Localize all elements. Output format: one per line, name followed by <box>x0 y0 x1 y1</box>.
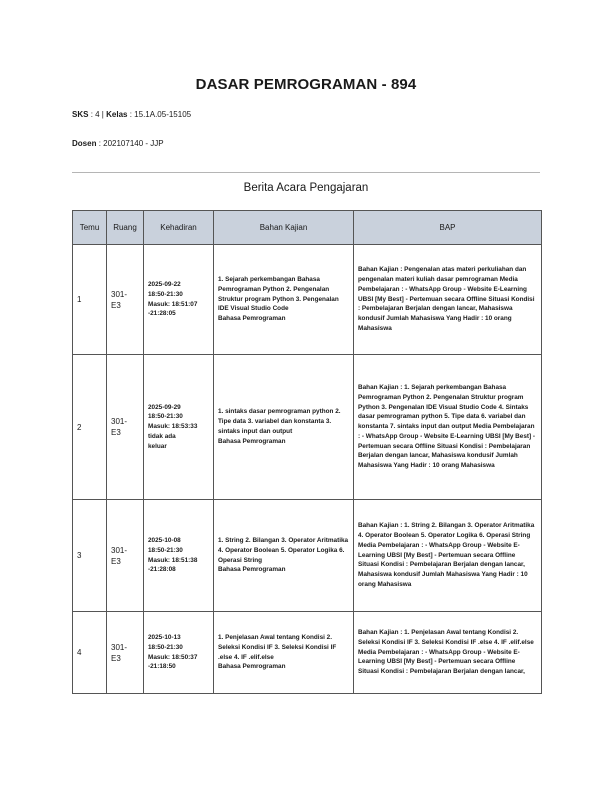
divider <box>72 172 540 173</box>
header-bahan-kajian: Bahan Kajian <box>214 211 354 245</box>
cell-bahan-kajian: 1. String 2. Bilangan 3. Operator Aritmatika 4. Operator Boolean 5. Operator Logika 6. Operasi String Bahasa Pemrograman <box>214 500 354 612</box>
sks-value: : 4 | <box>90 110 104 119</box>
bap-table <box>72 210 542 694</box>
dosen-value: : 202107140 - JJP <box>98 139 164 148</box>
table-row <box>73 500 542 612</box>
cell-temu: 4 <box>73 612 107 694</box>
cell-kehadiran: 2025-10-13 18:50-21:30 Masuk: 18:50:37 -21:18:50 <box>144 612 214 694</box>
cell-bahan-kajian: 1. Penjelasan Awal tentang Kondisi 2. Seleksi Kondisi IF 3. Seleksi Kondisi IF .else 4. IF .elif.else Bahasa Pemrograman <box>214 612 354 694</box>
kelas-value: : 15.1A.05-15105 <box>129 110 192 119</box>
cell-ruang: 301- E3 <box>107 500 144 612</box>
cell-bahan-kajian: 1. sintaks dasar pemrograman python 2. Tipe data 3. variabel dan konstanta 3. sintaks input dan output Bahasa Pemrograman <box>214 355 354 500</box>
sks-kelas-line <box>72 110 191 119</box>
header-kehadiran: Kehadiran <box>144 211 214 245</box>
cell-ruang: 301- E3 <box>107 612 144 694</box>
cell-ruang: 301- E3 <box>107 355 144 500</box>
cell-kehadiran: 2025-09-22 18:50-21:30 Masuk: 18:51:07 -21:28:05 <box>144 245 214 355</box>
cell-temu: 3 <box>73 500 107 612</box>
table-row <box>73 612 542 694</box>
dosen-line <box>72 139 164 148</box>
table-row <box>73 355 542 500</box>
header-ruang: Ruang <box>107 211 144 245</box>
kelas-label: Kelas <box>106 110 128 119</box>
section-title: Berita Acara Pengajaran <box>243 182 369 194</box>
header-bap: BAP <box>354 211 542 245</box>
cell-temu: 1 <box>73 245 107 355</box>
dosen-label: Dosen <box>72 139 97 148</box>
page-title: DASAR PEMROGRAMAN - 894 <box>195 76 417 93</box>
cell-bap: Bahan Kajian : Pengenalan atas materi perkuliahan dan pengenalan materi kuliah dasar pemrograman Media Pembelajaran : - WhatsApp Group - Website E-Learning UBSI [My Best] - Pertemuan secara Offline Situasi Kondisi : Pembelajaran Berjalan dengan lancar, Mahasiswa kondusif Jumlah Mahasiswa Yang Hadir : 10 orang Mahasiswa <box>354 245 542 355</box>
sks-label: SKS <box>72 110 89 119</box>
cell-bap: Bahan Kajian : 1. Sejarah perkembangan Bahasa Pemrograman Python 2. Pengenalan Struktur program Python 3. Pengenalan IDE Visual Studio Code 4. Sintaks dasar pemrograman python 5. Tipe data 6. variabel dan konstanta 7. sintaks input dan output Media Pembelajaran : - WhatsApp Group - Website E-Learning UBSI [My Best] - Pertemuan secara Offline Situasi Kondisi : Pembelajaran Berjalan dengan lancar, Mahasiswa kondusif Jumlah Mahasiswa Yang Hadir : 10 orang Mahasiswa <box>354 355 542 500</box>
cell-bap: Bahan Kajian : 1. String 2. Bilangan 3. Operator Aritmatika 4. Operator Boolean 5. Operator Logika 6. Operasi String Media Pembelajaran : - WhatsApp Group - Website E-Learning UBSI [My Best] - Pertemuan secara Offline Situasi Kondisi : Pembelajaran Berjalan dengan lancar, Mahasiswa kondusif Jumlah Mahasiswa Yang Hadir : 10 orang Mahasiswa <box>354 500 542 612</box>
cell-temu: 2 <box>73 355 107 500</box>
cell-bap: Bahan Kajian : 1. Penjelasan Awal tentang Kondisi 2. Seleksi Kondisi IF 3. Seleksi Kondisi IF .else 4. IF .elif.else Media Pembelajaran : - WhatsApp Group - Website E-Learning UBSI [My Best] - Pertemuan secara Offline Situasi Kondisi : Pembelajaran Berjalan dengan lancar, <box>354 612 542 694</box>
table-row <box>73 245 542 355</box>
header-temu: Temu <box>73 211 107 245</box>
cell-ruang: 301- E3 <box>107 245 144 355</box>
table-header-row <box>73 211 542 245</box>
cell-kehadiran: 2025-10-08 18:50-21:30 Masuk: 18:51:38 -21:28:08 <box>144 500 214 612</box>
cell-kehadiran: 2025-09-29 18:50-21:30 Masuk: 18:53:33 tidak ada keluar <box>144 355 214 500</box>
cell-bahan-kajian: 1. Sejarah perkembangan Bahasa Pemrograman Python 2. Pengenalan Struktur program Python 3. Pengenalan IDE Visual Studio Code Bahasa Pemrograman <box>214 245 354 355</box>
